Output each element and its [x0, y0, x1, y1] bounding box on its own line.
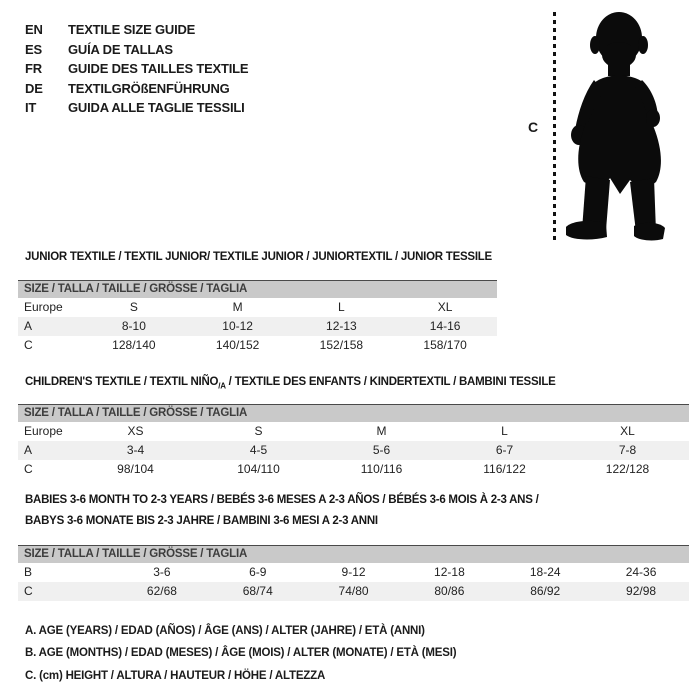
- height-measure-figure: [520, 0, 700, 250]
- table-cell: 9-12: [341, 565, 366, 579]
- table-row: [18, 317, 497, 336]
- lang-row-it: [25, 98, 248, 118]
- lang-row-es: [25, 40, 248, 60]
- table-cell: 3-6: [153, 565, 171, 579]
- table-cell: 10-12: [222, 319, 253, 333]
- babies-title-line1: BABIES 3-6 MONTH TO 2-3 YEARS / BEBÉS 3-6 MESES A 2-3 AÑOS / BÉBÉS 3-6 MOIS À 2-3 ANS /: [25, 494, 539, 506]
- table-cell: 140/152: [215, 338, 260, 352]
- children-title-sub: /A: [218, 381, 226, 391]
- row-label: Europe: [24, 424, 63, 438]
- lang-label: GUIDE DES TAILLES TEXTILE: [68, 61, 249, 76]
- lang-code: DE: [25, 80, 43, 96]
- height-dashed-line-icon: [553, 12, 556, 242]
- table-cell: S: [129, 300, 138, 314]
- footnote-b: B. AGE (MONTHS) / EDAD (MESES) / ÂGE (MOIS) / ALTER (MONATE) / ETÀ (MESI): [25, 647, 457, 660]
- row-label: C: [24, 338, 33, 352]
- table-cell: 122/128: [605, 462, 650, 476]
- table-cell: 152/158: [319, 338, 364, 352]
- table-cell: 92/98: [626, 584, 657, 598]
- table-cell: 7-8: [618, 443, 637, 457]
- measure-c-label: C: [528, 119, 539, 135]
- footnote-a: A. AGE (YEARS) / EDAD (AÑOS) / ÂGE (ANS) / ALTER (JAHRE) / ETÀ (ANNI): [25, 625, 425, 637]
- lang-label: TEXTILE SIZE GUIDE: [68, 22, 196, 37]
- lang-code: FR: [25, 61, 42, 76]
- babies-section-title: [25, 490, 539, 532]
- table-cell: 14-16: [429, 319, 461, 333]
- table-cell: 110/116: [360, 462, 403, 476]
- lang-code: EN: [25, 22, 43, 37]
- table-cell: 18-24: [529, 565, 561, 579]
- row-label: C: [24, 584, 33, 598]
- table-row: [18, 336, 497, 355]
- table-cell: 128/140: [112, 338, 156, 352]
- babies-size-table: [18, 545, 689, 601]
- row-label: Europe: [24, 300, 63, 314]
- table-cell: 74/80: [338, 584, 369, 598]
- table-cell: L: [501, 424, 508, 438]
- table-size-header: SIZE / TALLA / TAILLE / GRÖSSE / TAGLIA: [18, 545, 689, 563]
- lang-row-en: [25, 20, 248, 40]
- table-cell: 12-13: [326, 319, 357, 333]
- table-cell: XS: [127, 424, 144, 438]
- table-cell: 62/68: [146, 584, 177, 598]
- children-size-table: [18, 404, 689, 479]
- footnote-c: C. (cm) HEIGHT / ALTURA / HAUTEUR / HÖHE / ALTEZZA: [25, 669, 326, 682]
- table-row: [18, 298, 497, 317]
- table-cell: M: [376, 424, 387, 438]
- table-cell: 8-10: [121, 319, 146, 333]
- table-cell: L: [338, 300, 345, 314]
- table-size-header: SIZE / TALLA / TAILLE / GRÖSSE / TAGLIA: [18, 280, 497, 298]
- table-cell: 158/170: [423, 338, 467, 352]
- table-cell: 4-5: [249, 443, 268, 457]
- table-row: [18, 441, 689, 460]
- table-cell: 68/74: [242, 584, 273, 598]
- lang-label: GUÍA DE TALLAS: [68, 41, 173, 57]
- row-label: A: [24, 319, 33, 333]
- table-cell: 12-18: [434, 565, 465, 579]
- table-cell: M: [232, 300, 243, 314]
- junior-section-title: [25, 251, 492, 263]
- table-cell: 3-4: [126, 443, 145, 457]
- table-cell: XL: [620, 424, 635, 438]
- children-title-pre: CHILDREN'S TEXTILE / TEXTIL NIÑO: [25, 376, 219, 388]
- junior-title-text: JUNIOR TEXTILE / TEXTIL JUNIOR/ TEXTILE JUNIOR / JUNIORTEXTIL / JUNIOR TESSILE: [25, 251, 492, 263]
- table-cell: 80/86: [434, 584, 465, 598]
- babies-title-line2: BABYS 3-6 MONATE BIS 2-3 JAHRE / BAMBINI 3-6 MESI A 2-3 ANNI: [25, 515, 378, 527]
- table-cell: XL: [437, 300, 453, 314]
- table-cell: 104/110: [237, 462, 280, 476]
- table-row: [18, 582, 689, 601]
- toddler-silhouette-icon: [562, 8, 700, 244]
- table-cell: 116/122: [483, 462, 526, 476]
- lang-code: IT: [25, 100, 37, 115]
- table-row: [18, 422, 689, 441]
- table-cell: 86/92: [530, 584, 561, 598]
- row-label: B: [24, 565, 33, 579]
- children-section-title: [25, 376, 556, 390]
- lang-row-de: [25, 79, 248, 99]
- junior-size-table: [18, 280, 497, 355]
- lang-code: ES: [25, 41, 42, 57]
- table-row: [18, 563, 689, 582]
- row-label: A: [24, 443, 33, 457]
- footnotes: [25, 620, 456, 687]
- table-cell: 6-9: [249, 565, 267, 579]
- table-cell: 6-7: [495, 443, 514, 457]
- lang-label: GUIDA ALLE TAGLIE TESSILI: [68, 100, 245, 115]
- table-size-header: SIZE / TALLA / TAILLE / GRÖSSE / TAGLIA: [18, 404, 689, 422]
- lang-label: TEXTILGRÖßENFÜHRUNG: [68, 80, 230, 96]
- table-cell: 98/104: [117, 462, 154, 476]
- children-title-post: / TEXTILE DES ENFANTS / KINDERTEXTIL / BAMBINI TESSILE: [225, 376, 556, 388]
- table-cell: 24-36: [625, 565, 657, 579]
- table-cell: S: [254, 424, 263, 438]
- table-row: [18, 460, 689, 479]
- lang-row-fr: [25, 59, 248, 79]
- table-cell: 5-6: [372, 443, 391, 457]
- row-label: C: [24, 462, 33, 476]
- language-legend: [25, 20, 248, 118]
